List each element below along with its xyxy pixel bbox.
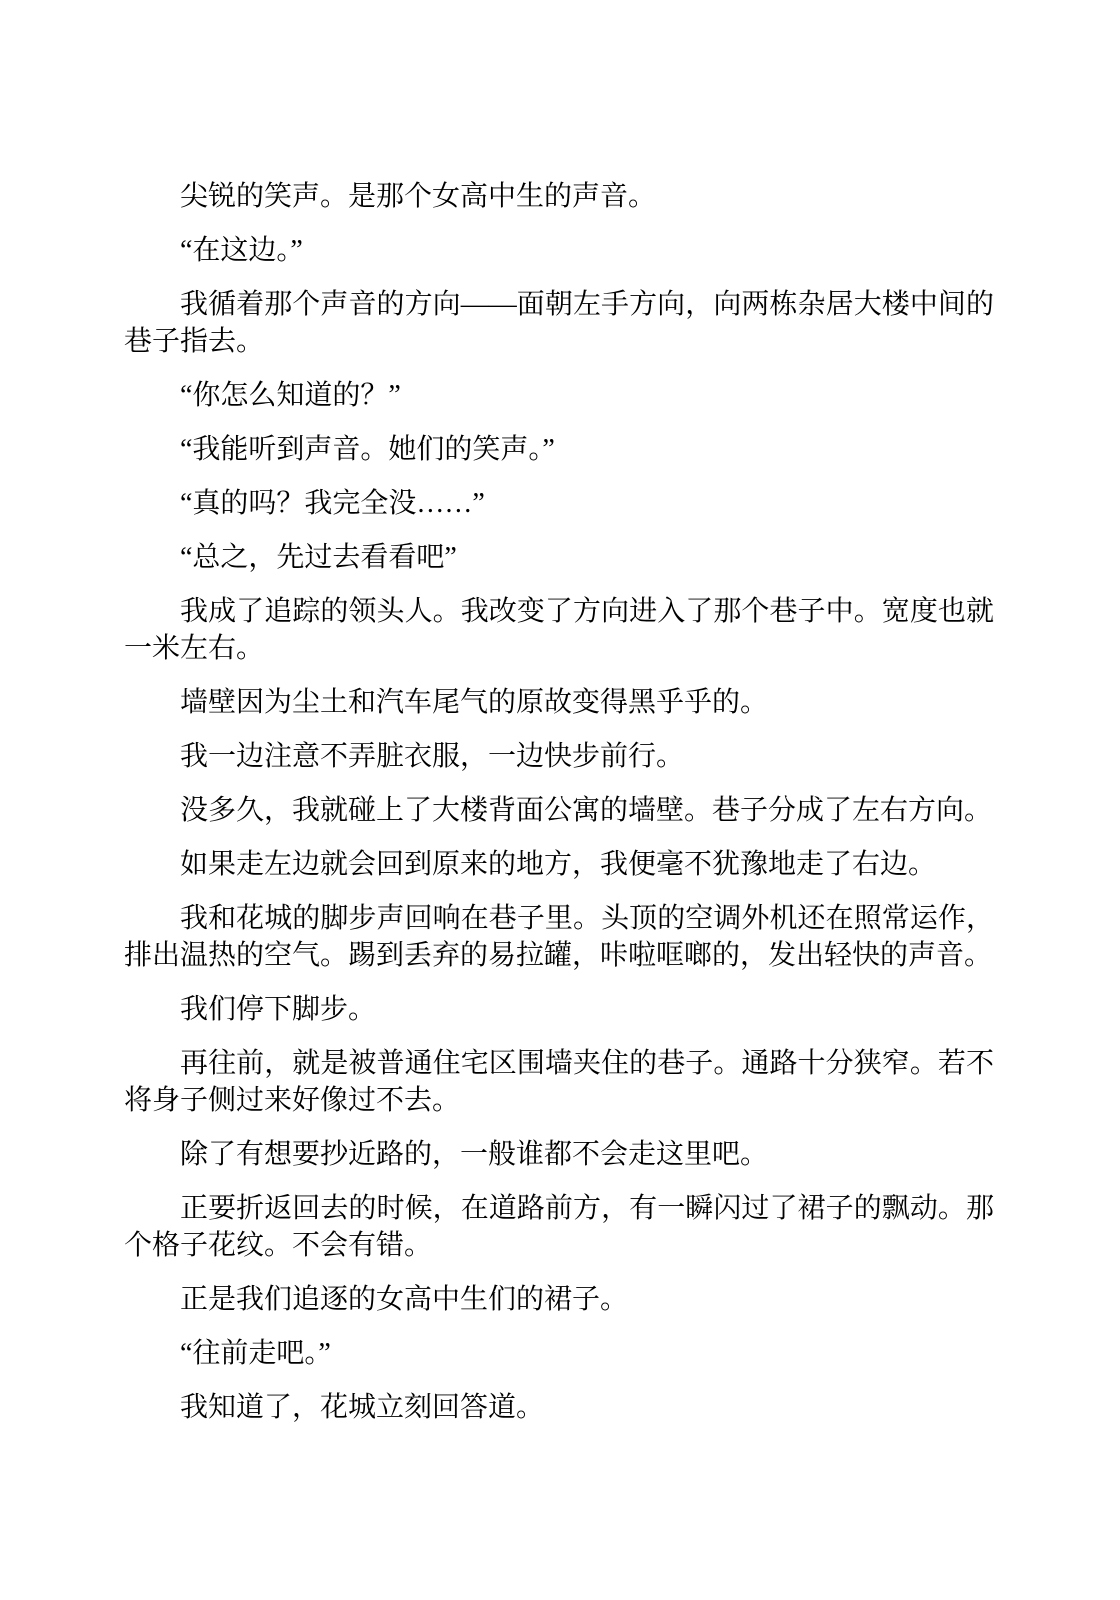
paragraph: 再往前，就是被普通住宅区围墙夹住的巷子。通路十分狭窄。若不将身子侧过来好像过不去。 bbox=[124, 1048, 994, 1116]
paragraph: 我和花城的脚步声回响在巷子里。头顶的空调外机还在照常运作，排出温热的空气。踢到丢弃的易拉罐，咔啦哐啷的，发出轻快的声音。 bbox=[124, 903, 994, 971]
paragraph: 尖锐的笑声。是那个女高中生的声音。 bbox=[180, 181, 657, 212]
paragraph: 我成了追踪的领头人。我改变了方向进入了那个巷子中。宽度也就一米左右。 bbox=[124, 596, 994, 664]
paragraph: 我知道了，花城立刻回答道。 bbox=[180, 1392, 545, 1423]
paragraph: “总之，先过去看看吧” bbox=[180, 542, 457, 573]
paragraph: “往前走吧。” bbox=[180, 1338, 331, 1369]
paragraph: “你怎么知道的？” bbox=[180, 380, 401, 411]
paragraph: “在这边。” bbox=[180, 235, 303, 266]
paragraph: 我循着那个声音的方向——面朝左手方向，向两栋杂居大楼中间的巷子指去。 bbox=[124, 289, 994, 357]
paragraph: 正是我们追逐的女高中生们的裙子。 bbox=[180, 1284, 629, 1315]
paragraph: 没多久，我就碰上了大楼背面公寓的墙壁。巷子分成了左右方向。 bbox=[180, 795, 993, 826]
paragraph: “我能听到声音。她们的笑声。” bbox=[180, 434, 555, 465]
paragraph: 我一边注意不弄脏衣服，一边快步前行。 bbox=[180, 741, 685, 772]
paragraph: 正要折返回去的时候，在道路前方，有一瞬闪过了裙子的飘动。那个格子花纹。不会有错。 bbox=[124, 1193, 994, 1261]
paragraph: 我们停下脚步。 bbox=[180, 994, 377, 1025]
page-text bbox=[124, 178, 994, 1426]
paragraph: 除了有想要抄近路的，一般谁都不会走这里吧。 bbox=[180, 1139, 769, 1170]
paragraph: 墙壁因为尘土和汽车尾气的原故变得黑乎乎的。 bbox=[180, 687, 769, 718]
paragraph: 如果走左边就会回到原来的地方，我便毫不犹豫地走了右边。 bbox=[180, 849, 937, 880]
paragraph: “真的吗？我完全没……” bbox=[180, 488, 485, 519]
